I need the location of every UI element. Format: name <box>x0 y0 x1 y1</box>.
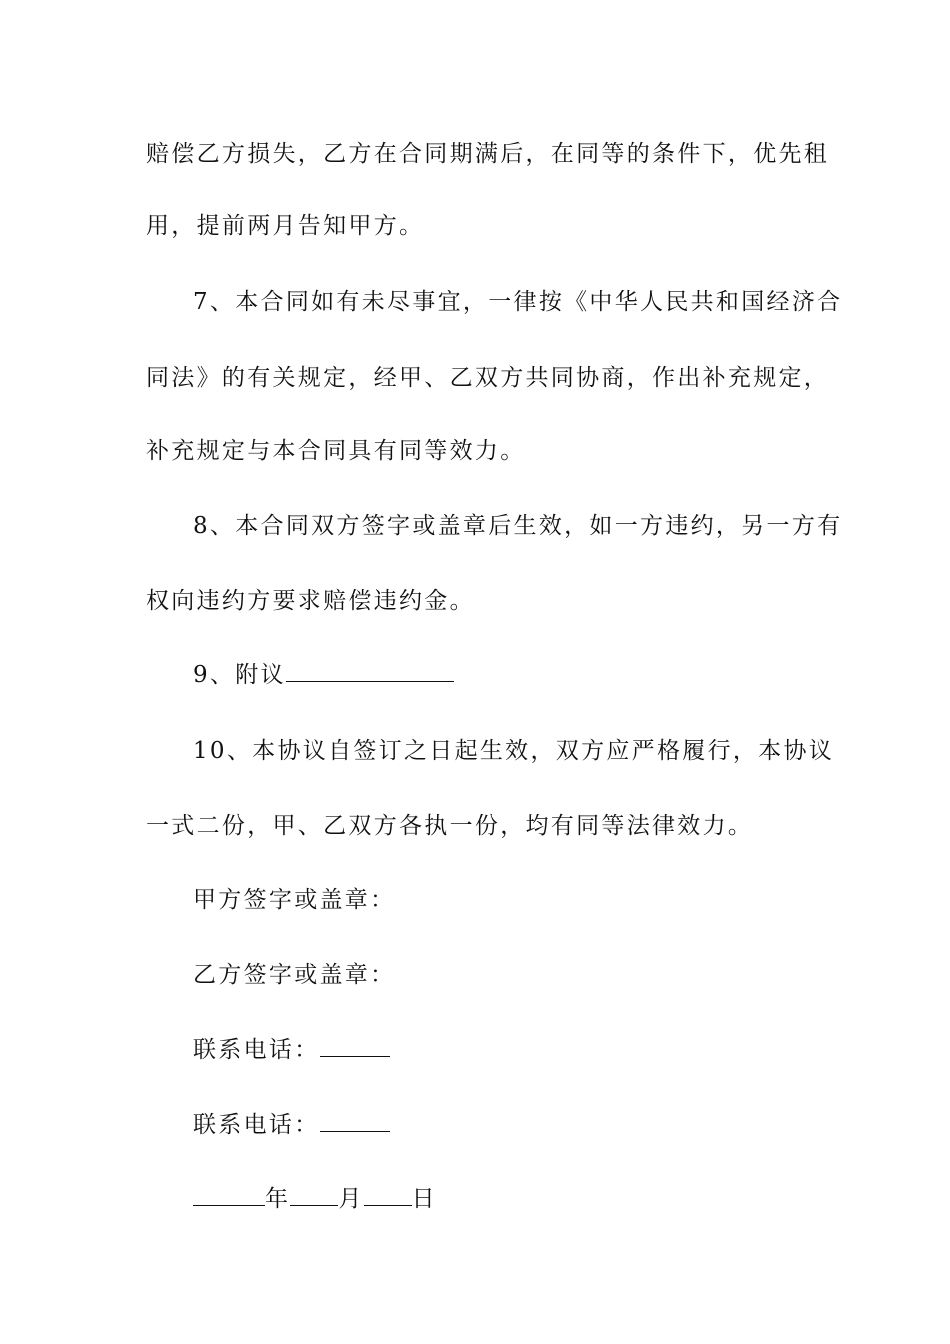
date-line <box>193 1184 437 1214</box>
clause-10-line-1: 10、本协议自签订之日起生效，双方应严格履行，本协议 <box>193 738 835 764</box>
phone-blank-line <box>320 1036 390 1057</box>
phone-label: 联系电话： <box>193 1112 320 1138</box>
clause-7-line-2: 同法》的有关规定，经甲、乙双方共同协商，作出补充规定， <box>146 365 830 391</box>
clause-7-line-1: 7、本合同如有未尽事宜，一律按《中华人民共和国经济合 <box>193 289 843 315</box>
month-blank-line <box>290 1185 338 1206</box>
phone-line-b <box>193 1110 390 1140</box>
year-label: 年 <box>265 1186 291 1212</box>
clause-8-line-2: 权向违约方要求赔偿违约金。 <box>146 588 475 614</box>
appendix-blank-line <box>286 661 454 682</box>
clause-9-line <box>193 660 454 690</box>
year-blank-line <box>193 1185 265 1206</box>
party-b-signature-label: 乙方签字或盖章： <box>193 962 396 988</box>
phone-blank-line <box>320 1111 390 1132</box>
clause-10-line-2: 一式二份，甲、乙双方各执一份，均有同等法律效力。 <box>146 813 754 839</box>
clause-7-line-3: 补充规定与本合同具有同等效力。 <box>146 438 526 464</box>
text-line: 赔偿乙方损失，乙方在合同期满后，在同等的条件下，优先租 <box>146 141 830 167</box>
phone-line-a <box>193 1035 390 1065</box>
month-label: 月 <box>338 1186 364 1212</box>
text-line: 用，提前两月告知甲方。 <box>146 213 425 239</box>
day-label: 日 <box>411 1186 437 1212</box>
clause-8-line-1: 8、本合同双方签字或盖章后生效，如一方违约，另一方有 <box>193 513 843 539</box>
day-blank-line <box>364 1185 412 1206</box>
party-a-signature-label: 甲方签字或盖章： <box>193 887 396 913</box>
clause-9-label: 9、附议 <box>193 662 286 688</box>
phone-label: 联系电话： <box>193 1037 320 1063</box>
